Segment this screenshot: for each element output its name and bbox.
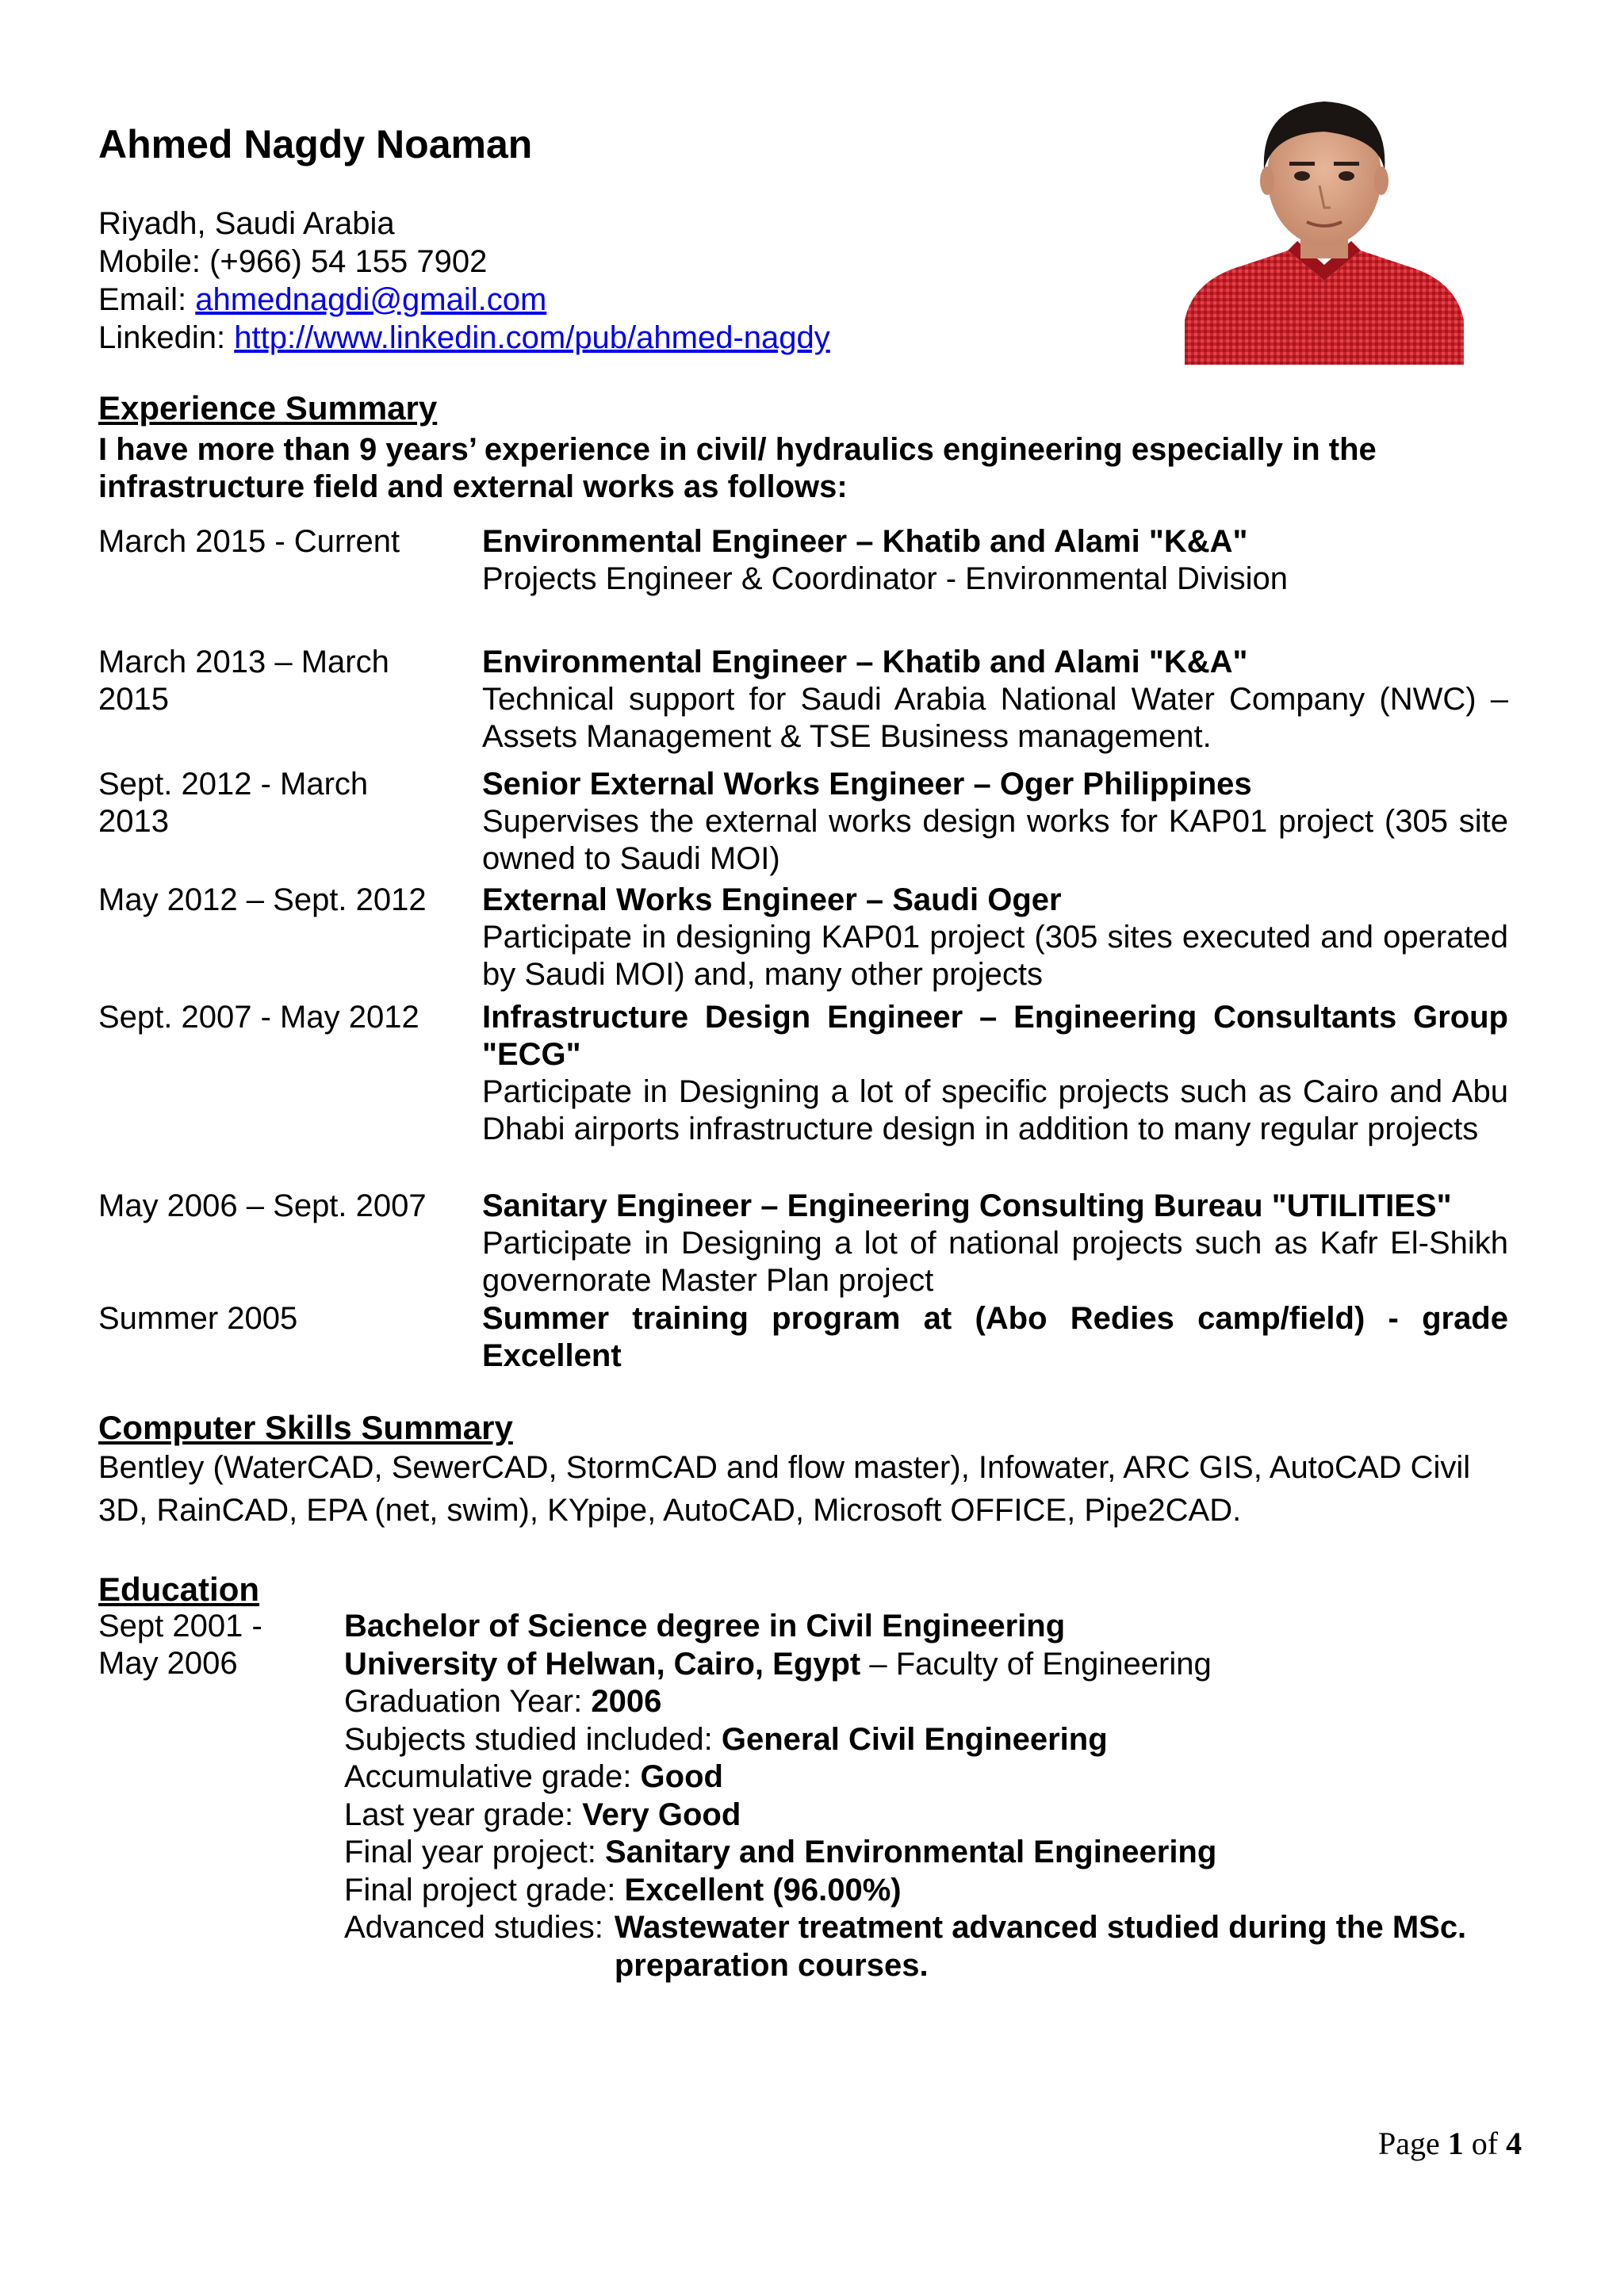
- page-word: Page: [1378, 2126, 1440, 2161]
- exp-title-3: Senior External Works Engineer – Oger Philippines: [482, 767, 1252, 802]
- exp-date-6: May 2006 – Sept. 2007: [98, 1188, 427, 1223]
- linkedin-link[interactable]: http://www.linkedin.com/pub/ahmed-nagdy: [234, 320, 830, 355]
- skills-text: Bentley (WaterCAD, SewerCAD, StormCAD and flow master), Infowater, ARC GIS, AutoCAD Civil 3D, RainCAD, EPA (net, swim), KYpipe, AutoCAD, Microsoft OFFICE, Pipe2CAD.: [98, 1450, 1471, 1528]
- education-details: [344, 1608, 1534, 1984]
- exp-entry-5: [482, 999, 1508, 1148]
- exp-title-2: Environmental Engineer – Khatib and Alami "K&A": [482, 645, 1248, 679]
- exp-title-7: Summer training program at (Abo Redies camp/field) - grade Excellent: [482, 1301, 1508, 1373]
- experience-heading: Experience Summary: [98, 389, 438, 427]
- acc-grade-label: Accumulative grade:: [344, 1759, 641, 1794]
- candidate-name: Ahmed Nagdy Noaman: [98, 122, 533, 166]
- exp-desc-3: Supervises the external works design works for KAP01 project (305 site owned to Saudi MOI): [482, 804, 1508, 876]
- mobile-label: Mobile:: [98, 244, 201, 279]
- last-grade: Very Good: [582, 1797, 741, 1832]
- linkedin-line: [98, 319, 830, 357]
- exp-entry-4: [482, 882, 1508, 993]
- exp-desc-1: Projects Engineer & Coordinator - Environmental Division: [482, 561, 1289, 596]
- mobile-number: (+966) 54 155 7902: [209, 244, 488, 279]
- subjects-line: [344, 1721, 1534, 1759]
- exp-title-5: Infrastructure Design Engineer – Engineering Consultants Group "ECG": [482, 1000, 1508, 1072]
- exp-date-3: Sept. 2012 - March 2013: [98, 767, 369, 839]
- university: University of Helwan, Cairo, Egypt: [344, 1646, 861, 1682]
- page-number: [1378, 2125, 1522, 2163]
- exp-desc-6: Participate in Designing a lot of national projects such as Kafr El-Shikh governorate Master Plan project: [482, 1226, 1508, 1298]
- final-grade-line: [344, 1872, 1534, 1910]
- email-line: [98, 281, 830, 319]
- exp-date-5: Sept. 2007 - May 2012: [98, 1000, 419, 1035]
- acc-grade: Good: [640, 1759, 723, 1794]
- final-project: Sanitary and Environmental Engineering: [605, 1835, 1217, 1869]
- exp-entry-6: [482, 1188, 1508, 1299]
- exp-date-1: March 2015 - Current: [98, 524, 400, 559]
- subjects: General Civil Engineering: [721, 1721, 1108, 1757]
- exp-desc-4: Participate in designing KAP01 project (305 sites executed and operated by Saudi MOI) and, many other projects: [482, 920, 1508, 992]
- degree: Bachelor of Science degree in Civil Engineering: [344, 1609, 1066, 1644]
- exp-entry-2: [482, 644, 1508, 756]
- advanced-studies-line: [344, 1909, 1534, 1984]
- exp-title-6: Sanitary Engineer – Engineering Consulting Bureau "UTILITIES": [482, 1188, 1452, 1223]
- final-project-label: Final year project:: [344, 1835, 606, 1869]
- profile-photo: [1185, 82, 1464, 365]
- exp-entry-3: [482, 766, 1508, 878]
- final-project-line: [344, 1834, 1534, 1872]
- final-grade-label: Final project grade:: [344, 1872, 625, 1908]
- grad-year: 2006: [591, 1684, 662, 1719]
- exp-title-1: Environmental Engineer – Khatib and Alami "K&A": [482, 524, 1248, 559]
- education-dates: [98, 1608, 320, 1682]
- of-word: of: [1471, 2126, 1499, 2161]
- last-grade-label: Last year grade:: [344, 1797, 583, 1832]
- email-label: Email:: [98, 282, 187, 317]
- exp-date-7: Summer 2005: [98, 1301, 298, 1336]
- location: Riyadh, Saudi Arabia: [98, 206, 395, 241]
- education-date-start: Sept 2001 -: [98, 1609, 262, 1644]
- experience-intro: I have more than 9 years’ experience in civil/ hydraulics engineering especially in the infrastructure field and external works as follows:: [98, 432, 1377, 504]
- skills-heading: Computer Skills Summary: [98, 1409, 513, 1446]
- contact-block: [98, 205, 830, 357]
- page-total: 4: [1506, 2126, 1522, 2161]
- exp-date-4: May 2012 – Sept. 2012: [98, 882, 427, 917]
- grad-year-label: Graduation Year:: [344, 1684, 592, 1719]
- education-heading: Education: [98, 1571, 260, 1608]
- exp-entry-1: [482, 523, 1508, 598]
- page-current: 1: [1447, 2126, 1464, 2161]
- grad-year-line: [344, 1683, 1534, 1721]
- university-line: [344, 1646, 1534, 1684]
- advanced-value: Wastewater treatment advanced studied during the MSc. preparation courses.: [614, 1910, 1467, 1983]
- final-grade: Excellent (96.00%): [624, 1872, 902, 1908]
- subjects-label: Subjects studied included:: [344, 1721, 722, 1757]
- exp-desc-5: Participate in Designing a lot of specific projects such as Cairo and Abu Dhabi airports infrastructure design in addition to many regular projects: [482, 1074, 1508, 1146]
- exp-desc-2: Technical support for Saudi Arabia National Water Company (NWC) – Assets Management & TSE Business management.: [482, 682, 1508, 754]
- last-grade-line: [344, 1797, 1534, 1835]
- education-date-end: May 2006: [98, 1646, 238, 1681]
- exp-title-4: External Works Engineer – Saudi Oger: [482, 882, 1062, 917]
- acc-grade-line: [344, 1758, 1534, 1797]
- faculty: – Faculty of Engineering: [860, 1646, 1212, 1682]
- exp-date-2: March 2013 – March 2015: [98, 645, 389, 717]
- exp-entry-7: [482, 1300, 1508, 1375]
- mobile-line: [98, 243, 830, 281]
- linkedin-label: Linkedin:: [98, 320, 226, 355]
- email-link[interactable]: ahmednagdi@gmail.com: [195, 282, 547, 317]
- advanced-label: Advanced studies:: [344, 1910, 603, 1945]
